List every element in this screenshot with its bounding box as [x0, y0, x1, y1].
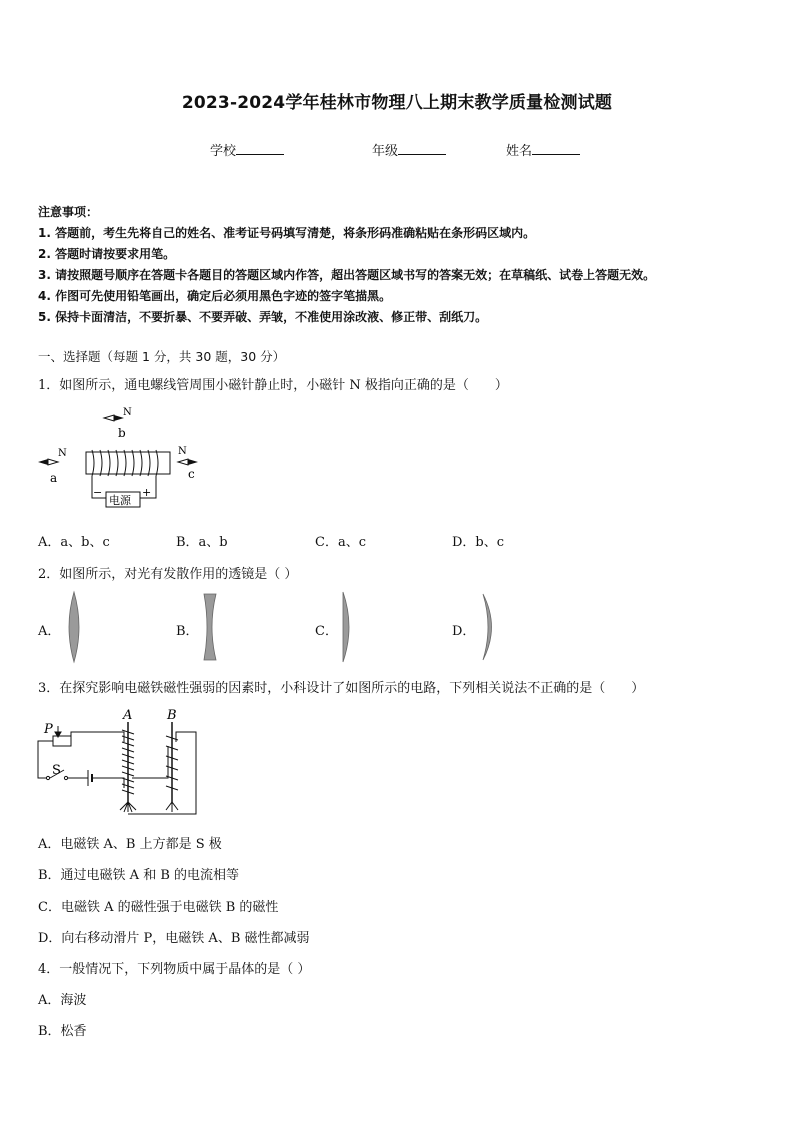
q3-option-c[interactable]: C．电磁铁 A 的磁性强于电磁铁 B 的磁性 — [38, 900, 279, 915]
q1-stem: 1．如图所示，通电螺线管周围小磁针静止时，小磁针 N 极指向正确的是（ ） — [38, 378, 508, 393]
section-heading: 一、选择题（每题 1 分，共 30 题，30 分） — [38, 349, 286, 364]
note-item: 3. 请按照题号顺序在答题卡各题目的答题区域内作答，超出答题区域书写的答案无效；在草稿纸、试卷上答题无效。 — [38, 268, 656, 282]
wire-top — [71, 732, 124, 742]
lens-concave-icon — [200, 592, 222, 662]
grade-field[interactable] — [372, 140, 446, 159]
wire-right — [128, 732, 196, 814]
q1-label-c: c — [188, 467, 195, 481]
q1-label-n-right: N — [178, 446, 187, 457]
pins-b — [166, 802, 178, 812]
name-blank[interactable] — [532, 142, 580, 155]
q4-option-b[interactable]: B．松香 — [38, 1024, 87, 1039]
q1-label-b: b — [118, 426, 126, 440]
q1-option-b[interactable]: B．a、b — [176, 535, 228, 550]
q3-stem: 3．在探究影响电磁铁磁性强弱的因素时，小科设计了如图所示的电路，下列相关说法不正确的是（ ） — [38, 681, 645, 696]
wire-left — [38, 741, 53, 778]
grade-blank[interactable] — [398, 142, 446, 155]
notes-block — [38, 202, 655, 328]
q3-option-b[interactable]: B．通过电磁铁 A 和 B 的电流相等 — [38, 868, 240, 883]
q3-label-a: A — [123, 708, 133, 723]
note-item: 5. 保持卡面清洁，不要折暴、不要弄破、弄皱，不准使用涂改液、修正带、刮纸刀。 — [38, 310, 488, 324]
solenoid-coils — [92, 450, 158, 476]
q3-option-a[interactable]: A．电磁铁 A、B 上方都是 S 极 — [38, 837, 222, 852]
school-field[interactable] — [210, 140, 284, 159]
school-label: 学校 — [210, 144, 237, 159]
q1-label-n-left: N — [58, 448, 67, 459]
q1-plus-label: + — [142, 486, 152, 499]
wire-a-to-b — [132, 746, 168, 778]
page-title: 2023-2024学年桂林市物理八上期末教学质量检测试题 — [181, 93, 613, 113]
q1-option-c[interactable]: C．a、c — [315, 535, 366, 550]
q2-option-c[interactable]: C． — [315, 624, 338, 639]
q1-option-a[interactable]: A．a、b、c — [38, 535, 110, 550]
q4-stem: 4．一般情况下，下列物质中属于晶体的是（ ） — [38, 962, 311, 977]
q3-circuit-figure — [36, 706, 206, 818]
q1-label-a: a — [50, 471, 58, 485]
wire-bottom — [92, 778, 124, 788]
q2-option-b[interactable]: B． — [176, 624, 199, 639]
switch-contact — [64, 776, 67, 779]
switch-contact — [46, 776, 49, 779]
q1-solenoid-figure — [36, 404, 216, 516]
q3-label-p: P — [44, 722, 53, 737]
compass-c-left-half — [178, 459, 188, 465]
compass-c-right-half — [188, 459, 198, 465]
compass-a-right-half — [48, 459, 58, 465]
q3-option-d[interactable]: D．向右移动滑片 P，电磁铁 A、B 磁性都减弱 — [38, 931, 310, 946]
q1-minus-label: − — [93, 486, 103, 499]
name-field[interactable] — [506, 140, 580, 159]
compass-b-left-half — [104, 415, 114, 421]
compass-a-left-half — [38, 459, 48, 465]
pins-a — [120, 802, 136, 812]
school-blank[interactable] — [236, 142, 284, 155]
lens-biconvex-icon — [64, 590, 84, 664]
q1-option-d[interactable]: D．b、c — [452, 535, 505, 550]
name-label: 姓名 — [506, 144, 533, 159]
note-item: 1. 答题前，考生先将自己的姓名、准考证号码填写清楚，将条形码准确粘贴在条形码区域内。 — [38, 226, 536, 240]
lens-plano-convex-icon — [339, 590, 355, 664]
q4-option-a[interactable]: A．海波 — [38, 993, 87, 1008]
lens-meniscus-icon — [480, 592, 500, 662]
q3-label-s: S — [52, 763, 61, 778]
rheostat — [53, 736, 71, 746]
q2-stem: 2．如图所示，对光有发散作用的透镜是（ ） — [38, 567, 298, 582]
q2-option-a[interactable]: A． — [38, 624, 61, 639]
q1-label-n-top: N — [123, 407, 132, 418]
q1-source-label: 电源 — [109, 494, 131, 507]
grade-label: 年级 — [372, 144, 399, 159]
note-item: 2. 答题时请按要求用笔。 — [38, 247, 176, 261]
q2-option-d[interactable]: D． — [452, 624, 476, 639]
notes-heading: 注意事项： — [38, 205, 99, 219]
q3-label-b: B — [167, 708, 177, 723]
note-item: 4. 作图可先使用铅笔画出，确定后必须用黑色字迹的签字笔描黑。 — [38, 289, 392, 303]
